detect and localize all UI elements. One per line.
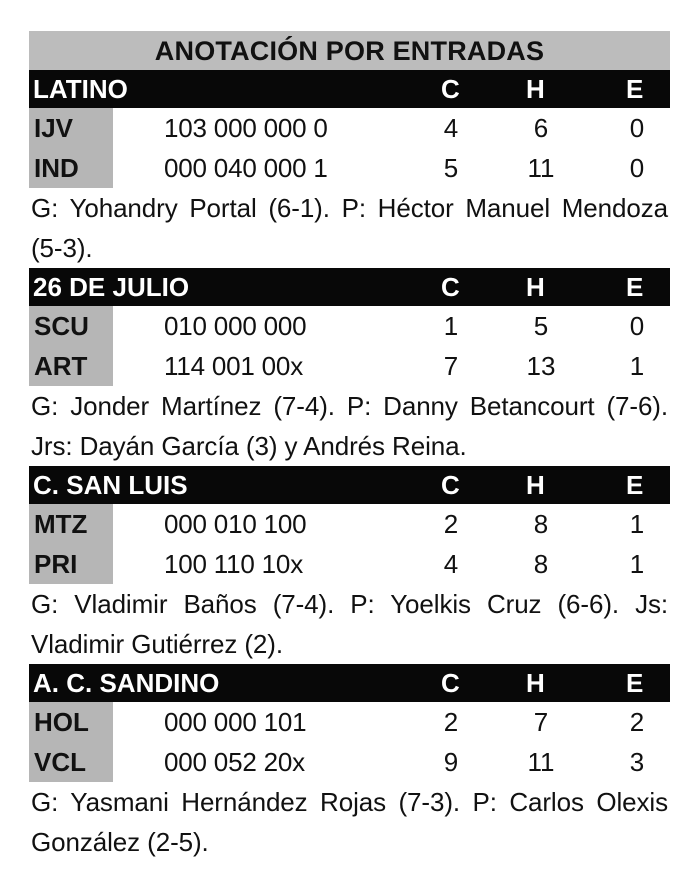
game-block — [29, 70, 670, 268]
errors-column-header: E — [626, 272, 644, 302]
game-header — [29, 70, 670, 108]
team-row — [29, 346, 670, 386]
errors-value: 0 — [629, 311, 645, 341]
inning-line: 000 040 000 1 — [164, 153, 328, 183]
venue-name: C. SAN LUIS — [33, 470, 188, 500]
hits-value: 5 — [533, 311, 549, 341]
errors-value: 1 — [629, 509, 645, 539]
runs-column-header: C — [441, 470, 460, 500]
pitcher-decisions: G: Vladimir Baños (7-4). P: Yoelkis Cruz (6-6). Js: Vladimir Gutiérrez (2). — [31, 589, 668, 659]
hits-value: 8 — [533, 509, 549, 539]
team-code: MTZ — [29, 504, 113, 544]
team-row — [29, 702, 670, 742]
errors-value: 3 — [629, 747, 645, 777]
inning-line: 100 110 10x — [164, 549, 303, 579]
game-block — [29, 664, 670, 862]
team-row — [29, 504, 670, 544]
errors-value: 0 — [629, 153, 645, 183]
inning-line: 114 001 00x — [164, 351, 303, 381]
runs-value: 7 — [443, 351, 459, 381]
page-title: ANOTACIÓN POR ENTRADAS — [29, 31, 670, 70]
runs-column-header: C — [441, 74, 460, 104]
hits-column-header: H — [526, 272, 545, 302]
team-row — [29, 544, 670, 584]
errors-column-header: E — [626, 470, 644, 500]
pitcher-decisions: G: Yasmani Hernández Rojas (7-3). P: Carlos Olexis González (2-5). — [31, 787, 668, 857]
team-code: ART — [29, 346, 113, 386]
team-code: IJV — [29, 108, 113, 148]
hits-value: 6 — [533, 113, 549, 143]
runs-column-header: C — [441, 668, 460, 698]
hits-value: 13 — [526, 351, 556, 381]
pitcher-decisions: G: Yohandry Portal (6-1). P: Héctor Manuel Mendoza (5-3). — [31, 193, 668, 263]
hits-column-header: H — [526, 470, 545, 500]
team-code: VCL — [29, 742, 113, 782]
hits-value: 8 — [533, 549, 549, 579]
game-header — [29, 466, 670, 504]
errors-value: 1 — [629, 351, 645, 381]
errors-value: 2 — [629, 707, 645, 737]
team-row — [29, 148, 670, 188]
venue-name: A. C. SANDINO — [33, 668, 220, 698]
game-block — [29, 466, 670, 664]
team-code: IND — [29, 148, 113, 188]
inning-line: 010 000 000 — [164, 311, 307, 341]
team-row — [29, 306, 670, 346]
venue-name: 26 DE JULIO — [33, 272, 190, 302]
game-header — [29, 268, 670, 306]
errors-value: 0 — [629, 113, 645, 143]
team-code: HOL — [29, 702, 113, 742]
hits-value: 11 — [527, 153, 555, 183]
pitcher-decisions: G: Jonder Martínez (7-4). P: Danny Betancourt (7-6). Jrs: Dayán García (3) y Andrés Reina. — [31, 391, 668, 461]
inning-line: 000 010 100 — [164, 509, 307, 539]
team-code: SCU — [29, 306, 113, 346]
hits-value: 11 — [527, 747, 555, 777]
box-score-sheet — [29, 31, 670, 862]
team-row — [29, 742, 670, 782]
hits-column-header: H — [526, 668, 545, 698]
team-row — [29, 108, 670, 148]
runs-value: 9 — [443, 747, 459, 777]
game-header — [29, 664, 670, 702]
runs-value: 5 — [443, 153, 459, 183]
runs-column-header: C — [441, 272, 460, 302]
venue-name: LATINO — [33, 74, 128, 104]
runs-value: 4 — [443, 549, 459, 579]
game-block — [29, 268, 670, 466]
inning-line: 000 000 101 — [164, 707, 307, 737]
inning-line: 103 000 000 0 — [164, 113, 328, 143]
errors-column-header: E — [626, 668, 644, 698]
hits-value: 7 — [533, 707, 549, 737]
runs-value: 4 — [443, 113, 459, 143]
runs-value: 2 — [443, 509, 459, 539]
runs-value: 2 — [443, 707, 459, 737]
hits-column-header: H — [526, 74, 545, 104]
errors-column-header: E — [626, 74, 644, 104]
team-code: PRI — [29, 544, 113, 584]
inning-line: 000 052 20x — [164, 747, 305, 777]
errors-value: 1 — [629, 549, 645, 579]
runs-value: 1 — [443, 311, 459, 341]
